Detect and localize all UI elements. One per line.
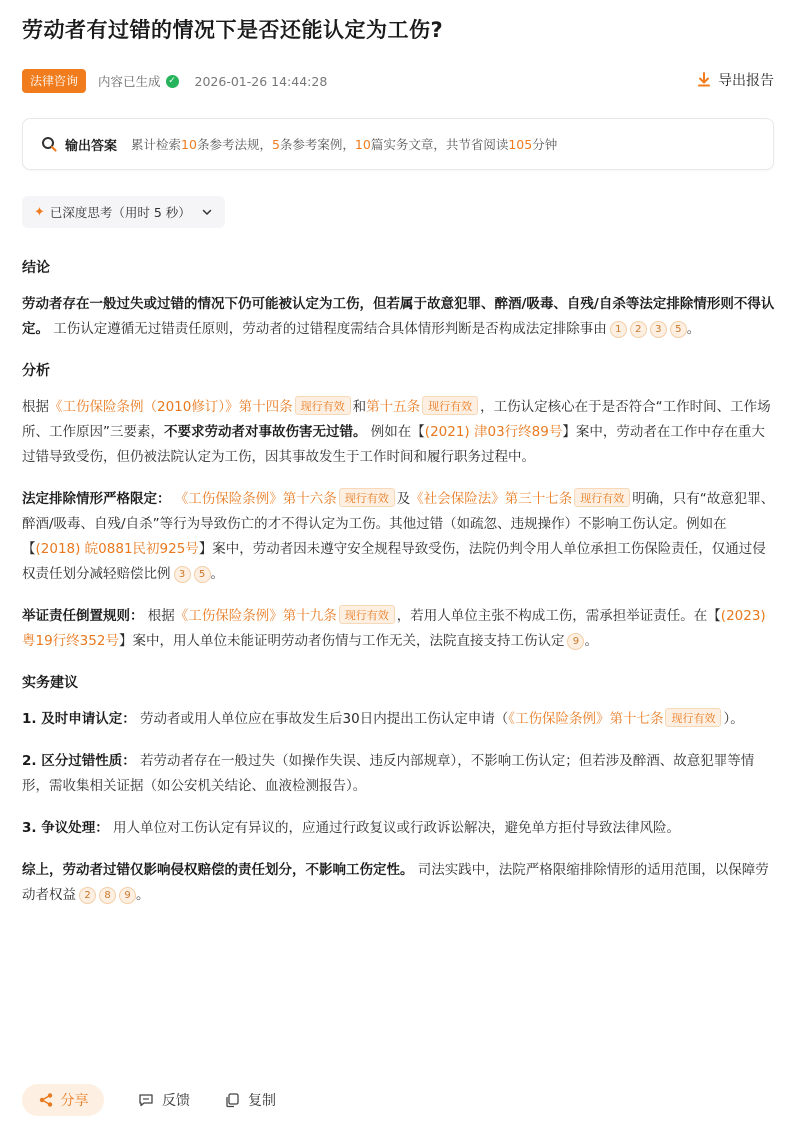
feedback-icon [138,1092,154,1108]
category-tag: 法律咨询 [22,69,86,93]
status-badge: 现行有效 [339,605,395,624]
status-badge: 现行有效 [422,396,478,415]
analysis-paragraph-2: 法定排除情形严格限定： 《工伤保险条例》第十六条 现行有效 及《社会保险法》第三十七条 现行有效 明确，只有“故意犯罪、醉酒/吸毒、自残/自杀”等行为导致伤亡的才不得认定为工伤。其他过错（如疏忽、违规操作）不影响工伤认定。例如在【(2018) 皖0881民初925号】案中，劳动者因未遵守安全规程导致受伤，法院仍判令用人单位承担工伤保险责任，仅通过侵权责任划分减轻赔偿比例 3 5 。 [22,487,778,587]
action-bar [22,1084,276,1116]
analysis-paragraph-1: 根据《工伤保险条例（2010修订）》第十四条 现行有效 和第十五条 现行有效 ，工伤认定核心在于是否符合“工作时间、工作场所、工作原因”三要素，不要求劳动者对事故伤害无过错。 例如在【(2021) 津03行终89号】案中，劳动者在工作中存在重大过错导致受伤，但仍被法院认定为工伤，因其事故发生于工作时间和履行职务过程中。 [22,395,778,470]
citation-marker[interactable]: 9 [567,633,584,650]
thinking-toggle[interactable] [22,196,225,228]
search-icon [41,136,57,152]
share-icon [38,1092,54,1108]
check-icon: ✓ [166,75,179,88]
feedback-label: 反馈 [162,1093,190,1109]
citation-marker[interactable]: 5 [194,566,211,583]
meta-row [22,68,327,94]
chevron-down-icon [201,206,213,218]
timestamp: 2026-01-26 14:44:28 [194,73,328,89]
advice-item-1: 1. 及时申请认定： 劳动者或用人单位应在事故发生后30日内提出工伤认定申请（《工伤保险条例》第十七条 现行有效 ）。 [22,707,778,732]
citation-marker[interactable]: 1 [610,321,627,338]
answer-summary [22,118,774,170]
answer-content [22,256,778,925]
citation-marker[interactable]: 9 [119,887,136,904]
law-link[interactable]: 《工伤保险条例》第十七条 [508,711,664,727]
page-title: 劳动者有过错的情况下是否还能认定为工伤? [22,18,444,42]
section-heading-advice: 实务建议 [22,675,78,691]
citation-marker[interactable]: 5 [670,321,687,338]
export-label: 导出报告 [718,73,774,89]
section-heading-conclusion: 结论 [22,260,50,276]
advice-item-3: 3. 争议处理： 用人单位对工伤认定有异议的，应通过行政复议或行政诉讼解决，避免单方拒付导致法律风险。 [22,820,681,836]
final-summary: 综上，劳动者过错仅影响侵权赔偿的责任划分，不影响工伤定性。 司法实践中，法院严格限缩排除情形的适用范围，以保障劳动者权益 2 8 9 。 [22,862,769,903]
sparkle-icon: ✦ [34,204,45,220]
citation-marker[interactable]: 2 [630,321,647,338]
feedback-button[interactable] [138,1090,190,1110]
conclusion-paragraph: 劳动者存在一般过失或过错的情况下仍可能被认定为工伤，但若属于故意犯罪、醉酒/吸毒、自残/自杀等法定排除情形则不得认定。 工伤认定遵循无过错责任原则，劳动者的过错程度需结合具体情形判断是否构成法定排除事由 1 2 3 5 。 [22,296,775,337]
answer-label: 输出答案 [65,138,118,154]
export-report-button[interactable] [696,70,774,90]
citation-marker[interactable]: 2 [79,887,96,904]
section-heading-analysis: 分析 [22,363,50,379]
law-link[interactable]: 第十五条 [366,399,421,415]
law-link[interactable]: 《工伤保险条例》第十九条 [174,608,337,624]
law-link[interactable]: 《工伤保险条例（2010修订）》第十四条 [49,399,293,415]
generation-status [98,72,179,90]
citation-marker[interactable]: 3 [650,321,667,338]
law-link[interactable]: 《社会保险法》第三十七条 [410,491,573,507]
advice-item-2: 2. 区分过错性质： 若劳动者存在一般过失（如操作失误、违反内部规章），不影响工伤认定；但若涉及醉酒、故意犯罪等情形，需收集相关证据（如公安机关结论、血液检测报告）。 [22,753,755,794]
status-badge: 现行有效 [665,708,721,727]
case-link[interactable]: (2023) 粤19行终352号 [22,608,766,649]
case-link[interactable]: (2018) 皖0881民初925号 [35,541,199,557]
copy-label: 复制 [248,1093,276,1109]
status-badge: 现行有效 [339,488,395,507]
case-link[interactable]: (2021) 津03行终89号 [424,424,563,440]
status-badge: 现行有效 [295,396,351,415]
citation-marker[interactable]: 8 [99,887,116,904]
share-button[interactable] [22,1084,104,1116]
share-label: 分享 [60,1093,89,1109]
citation-marker[interactable]: 3 [174,566,191,583]
status-badge: 现行有效 [574,488,630,507]
thinking-label: 已深度思考（用时 5 秒） [49,205,191,220]
law-link[interactable]: 《工伤保险条例》第十六条 [174,491,337,507]
analysis-paragraph-3: 举证责任倒置规则： 根据《工伤保险条例》第十九条 现行有效 ，若用人单位主张不构成工伤，需承担举证责任。在【(2023) 粤19行终352号】案中，用人单位未能证明劳动者伤情与工作无关，法院直接支持工伤认定 9 。 [22,604,778,654]
copy-icon [224,1092,240,1108]
status-text: 内容已生成 [98,74,161,89]
answer-stats: 累计检索10条参考法规，5条参考案例，10篇实务文章，共节省阅读105分钟 [131,137,558,152]
copy-button[interactable] [224,1090,276,1110]
download-icon [696,72,712,88]
